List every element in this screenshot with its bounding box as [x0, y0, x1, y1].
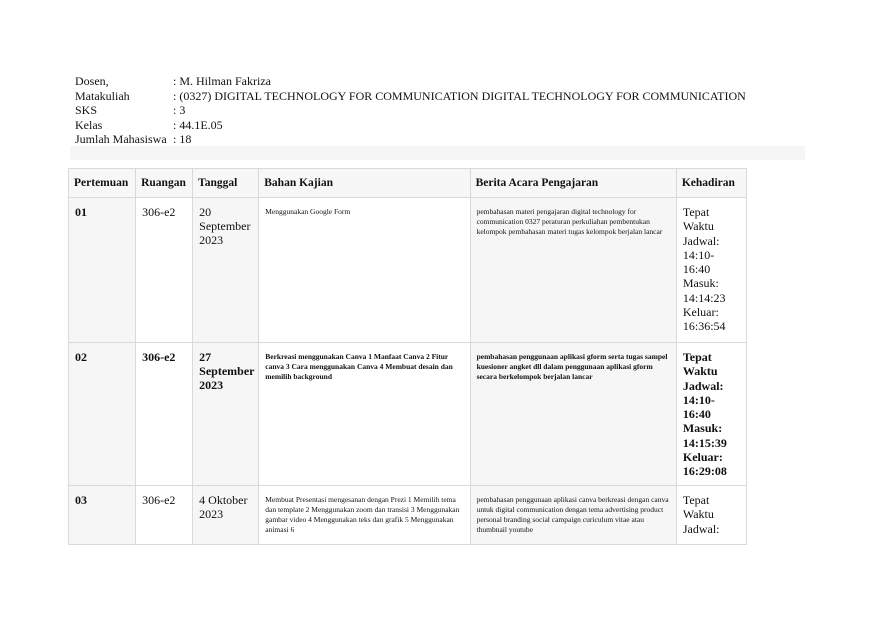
info-value: : 3	[173, 103, 186, 118]
kehadiran-line: Jadwal:	[682, 521, 720, 536]
cell-berita-acara: pembahasan penggunaan aplikasi gform serta tugas sampel kuesioner angket dll dalam penggunaan aplikasi gform secara berkelompok berjalan lancar	[470, 343, 676, 486]
info-row-jumlah	[75, 132, 746, 147]
info-label: SKS	[75, 103, 98, 118]
kehadiran-line: Keluar:	[682, 450, 723, 465]
header-ruangan: Ruangan	[136, 169, 193, 198]
table-header-row	[69, 169, 747, 198]
cell-ruangan: 306-e2	[136, 198, 193, 343]
kehadiran-line: Tepat	[682, 205, 710, 219]
kehadiran-line: Jadwal:	[682, 378, 724, 393]
kehadiran-line: Waktu	[682, 219, 714, 234]
header-tanggal: Tanggal	[193, 169, 259, 198]
kehadiran-line: 16:29:08	[682, 464, 727, 479]
cell-bahan-kajian: Menggunakan Google Form	[259, 198, 470, 343]
kehadiran-line: 14:10-	[682, 247, 715, 262]
kehadiran-line: Masuk:	[682, 421, 723, 436]
cell-tanggal: 20 September 2023	[193, 198, 259, 343]
cell-berita-acara: pembahasan materi pengajaran digital technology for communication 0327 peraturan perkuliahan pembentukan kelompok pembahasan materi tugas kelompok berjalan lancar	[470, 198, 676, 343]
kehadiran-line: Keluar:	[682, 305, 719, 320]
cell-pertemuan: 03	[69, 486, 136, 545]
header-pertemuan: Pertemuan	[69, 169, 136, 198]
info-row-matakuliah	[75, 89, 746, 104]
info-label: Jumlah Mahasiswa	[75, 132, 167, 147]
kehadiran-line: Masuk:	[682, 276, 719, 291]
kehadiran-line: Tepat	[682, 350, 712, 364]
info-label: Matakuliah	[75, 88, 130, 103]
header-berita-acara: Berita Acara Pengajaran	[470, 169, 676, 198]
attendance-table	[68, 168, 747, 545]
cell-bahan-kajian: Berkreasi menggunakan Canva 1 Manfaat Canva 2 Fitur canva 3 Cara menggunakan Canva 4 Membuat desain dan memilih background	[259, 343, 470, 486]
kehadiran-line: 14:14:23	[682, 290, 726, 305]
info-value: : (0327) DIGITAL TECHNOLOGY FOR COMMUNICATION DIGITAL TECHNOLOGY FOR COMMUNICATION	[173, 88, 746, 103]
table-row	[69, 343, 747, 486]
info-value: : 18	[173, 132, 192, 147]
info-label: Kelas	[75, 117, 103, 132]
header-kehadiran: Kehadiran	[676, 169, 746, 198]
cell-tanggal: 27 September 2023	[193, 343, 259, 486]
table-row	[69, 486, 747, 545]
info-label: Dosen,	[75, 74, 109, 88]
kehadiran-line: 16:40	[682, 407, 711, 422]
kehadiran-line: Tepat	[682, 493, 710, 507]
info-value: : M. Hilman Fakriza	[173, 74, 271, 88]
kehadiran-line: 14:10-	[682, 392, 715, 407]
header-bahan-kajian: Bahan Kajian	[259, 169, 470, 198]
cell-ruangan: 306-e2	[136, 486, 193, 545]
cell-berita-acara: pembahasan penggunaan aplikasi canva berkreasi dengan canva untuk digital communication dengan tema advertising product personal branding social campaign curiculum vitae atau thumbnail youtube	[470, 486, 676, 545]
cell-tanggal: 4 Oktober 2023	[193, 486, 259, 545]
cell-kehadiran	[676, 198, 746, 343]
kehadiran-line: 16:36:54	[682, 319, 726, 334]
kehadiran-line: 14:15:39	[682, 435, 727, 450]
kehadiran-line: Waktu	[682, 507, 714, 522]
separator-band	[70, 146, 805, 160]
cell-ruangan: 306-e2	[136, 343, 193, 486]
info-row-kelas	[75, 118, 746, 133]
cell-kehadiran	[676, 486, 746, 545]
kehadiran-line: 16:40	[682, 262, 711, 277]
cell-pertemuan: 02	[69, 343, 136, 486]
course-info	[75, 74, 746, 147]
kehadiran-line: Waktu	[682, 364, 718, 379]
table-row	[69, 198, 747, 343]
kehadiran-line: Jadwal:	[682, 233, 720, 248]
cell-pertemuan: 01	[69, 198, 136, 343]
info-value: : 44.1E.05	[173, 117, 223, 132]
cell-bahan-kajian: Membuat Presentasi mengesanan dengan Prezi 1 Memilih tema dan template 2 Menggunakan zoom dan transisi 3 Menggunakan gambar video 4 Menggunakan teks dan grafik 5 Menggunakan animasi 6	[259, 486, 470, 545]
info-row-sks	[75, 103, 746, 118]
info-row-dosen	[75, 74, 746, 89]
cell-kehadiran	[676, 343, 746, 486]
